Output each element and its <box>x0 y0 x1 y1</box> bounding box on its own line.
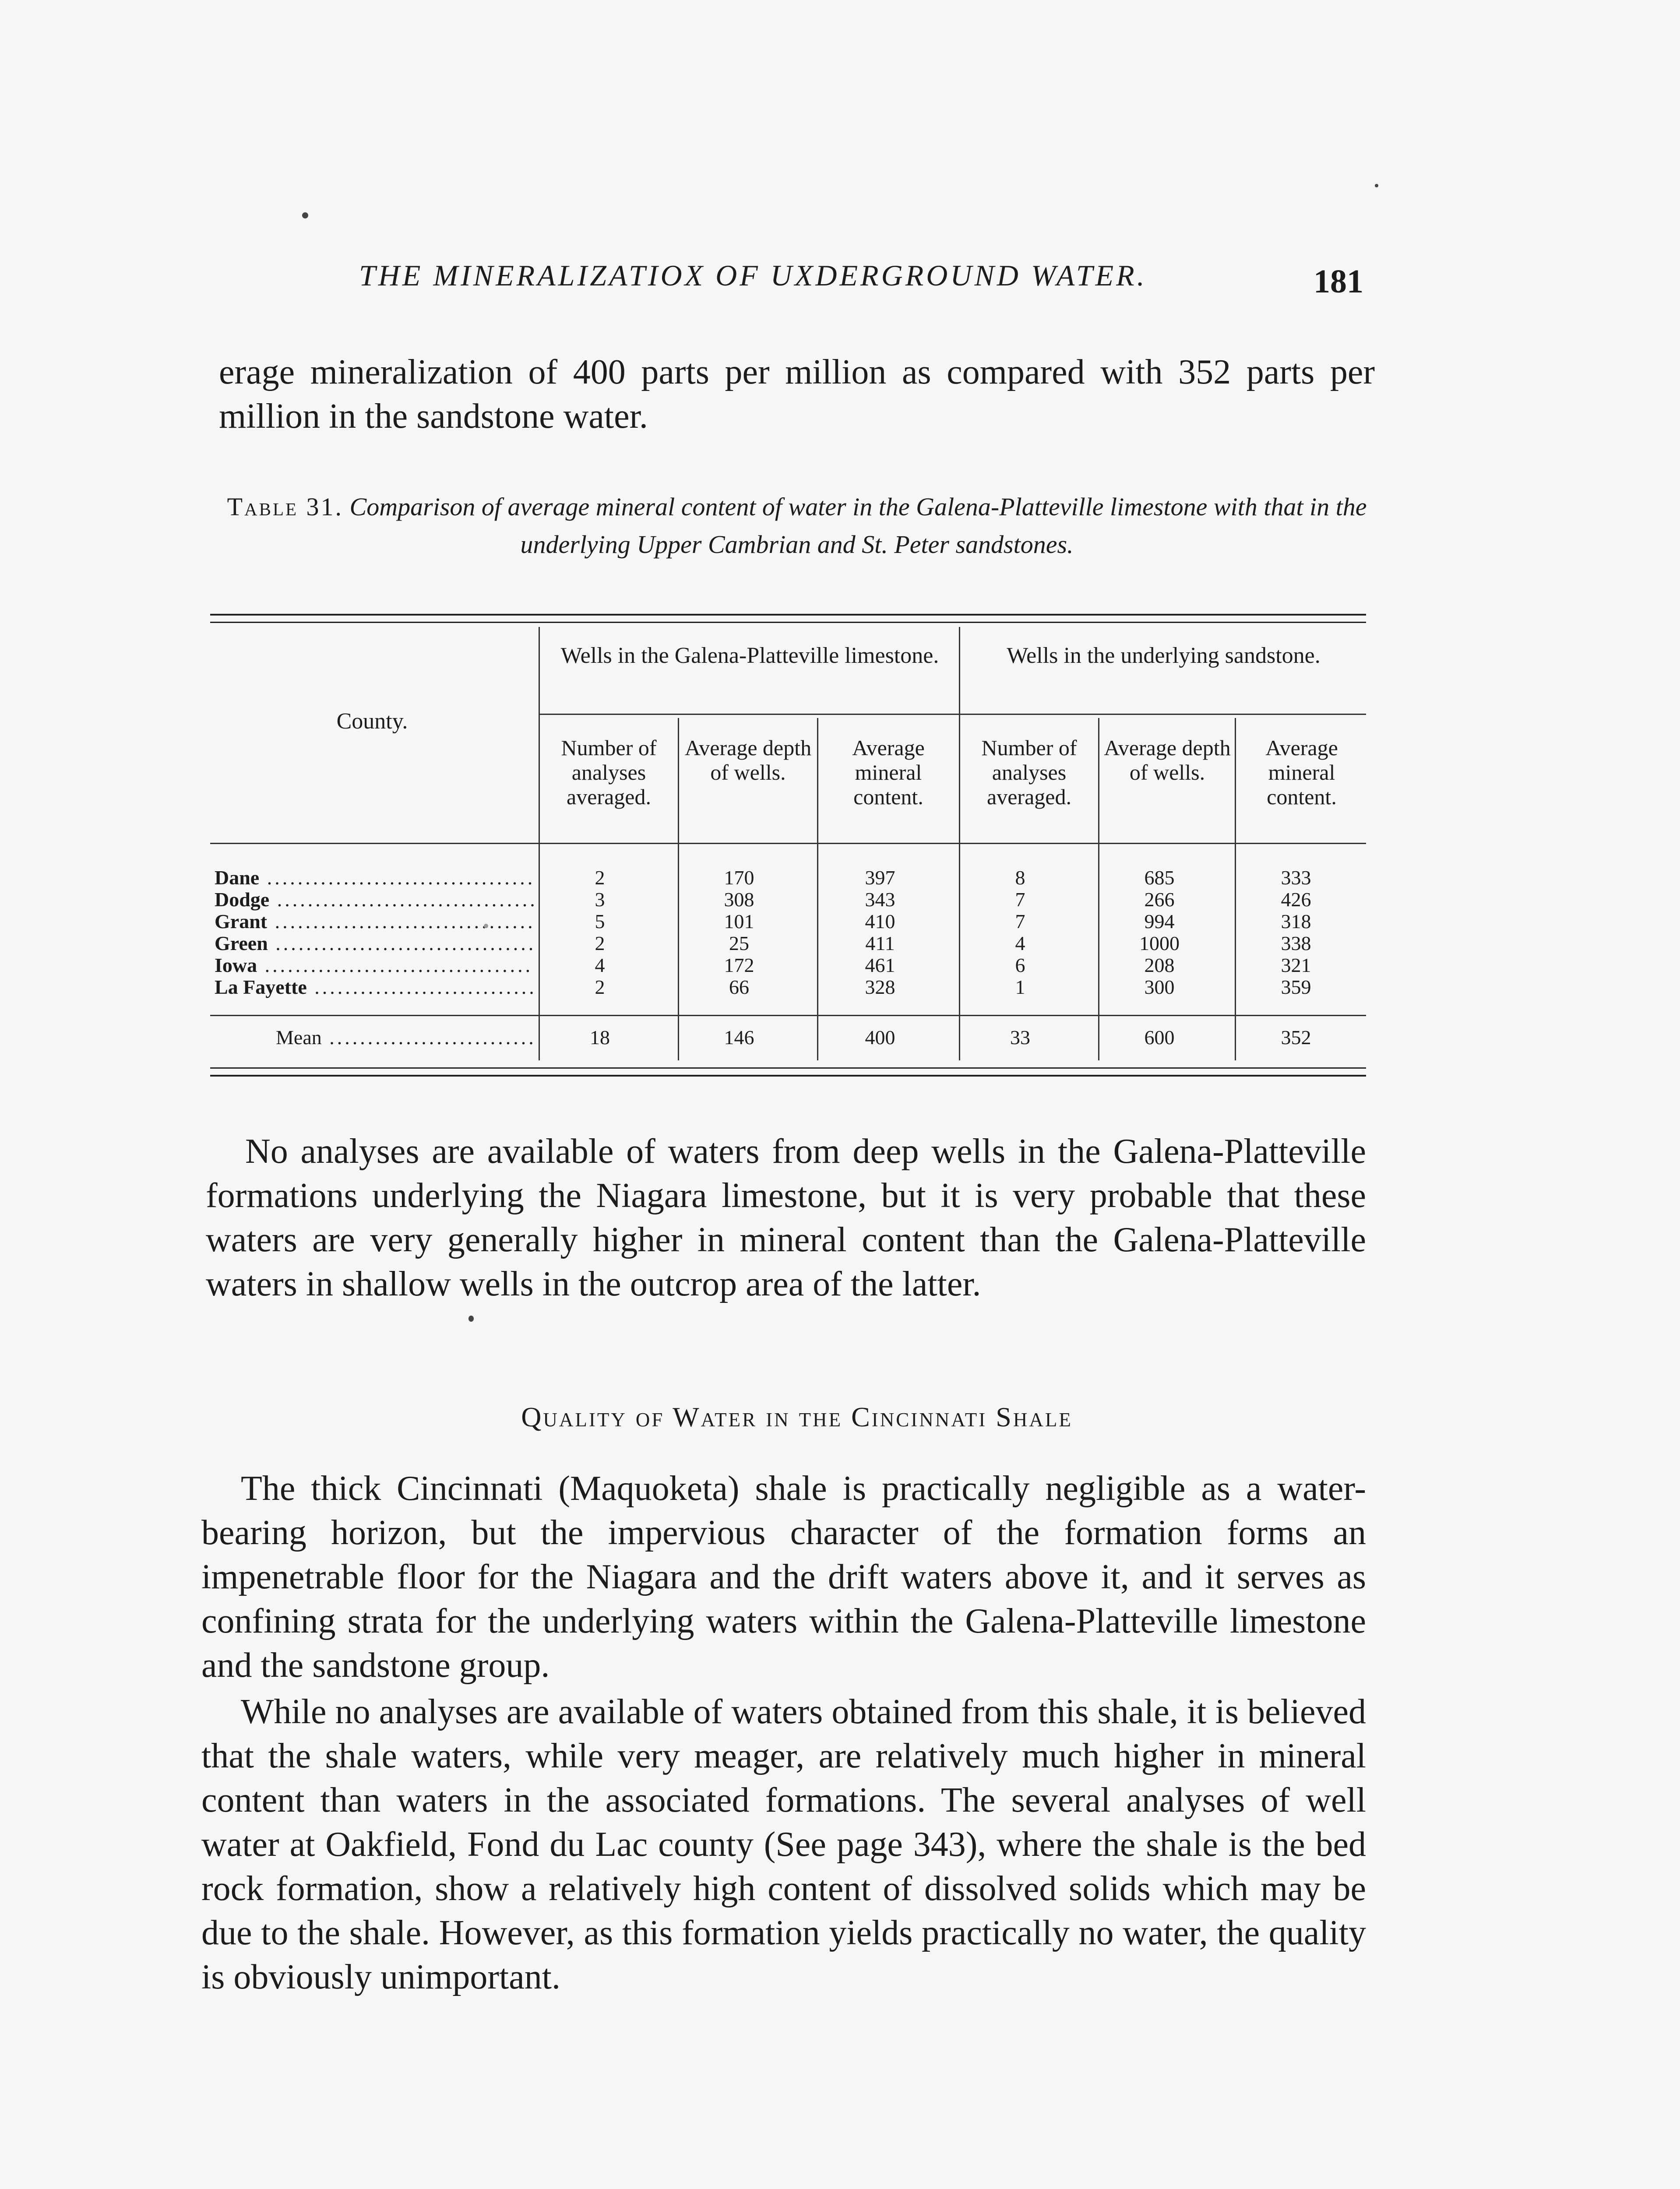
cell: 685 <box>1144 866 1175 889</box>
table-rule <box>210 614 1366 616</box>
cell: 410 <box>865 910 895 933</box>
page-number: 181 <box>1314 263 1363 300</box>
cell: 6 <box>1015 954 1025 976</box>
cell: 4 <box>595 954 605 976</box>
group-header-limestone: Wells in the Galena-Platteville limestone. <box>560 643 939 668</box>
table-rule <box>210 1015 1366 1016</box>
table-caption-text: Comparison of average mineral content of water in the Galena-Platteville limestone with that in the underlying Upper Cambrian and St. Peter sandstones. <box>349 493 1367 559</box>
cell: 8 <box>1015 866 1025 889</box>
cell: 411 <box>865 932 895 954</box>
section-heading: Quality of Water in the Cincinnati Shale <box>521 1401 1073 1432</box>
cell: 1000 <box>1139 932 1180 954</box>
cell: 5 <box>595 910 605 933</box>
cell: 600 <box>1144 1026 1175 1049</box>
paragraph-deep-wells <box>206 1130 1366 1306</box>
county-name: Iowa ..... <box>215 954 534 976</box>
table-row <box>210 933 1366 954</box>
table-caption <box>219 488 1375 563</box>
paragraph-text: While no analyses are available of waters obtained from this shale, it is believed that the shale waters, while very meager, are relatively much higher in mineral content than waters in the associated formations. The several analyses of well water at Oakfield, Fond du Lac county (See page 343), where the shale is the bed rock formation, show a relatively high content of dissolved solids which may be due to the shale. However, as this formation yields practically no water, the quality is obviously unimportant. <box>201 1693 1366 1996</box>
cell: 2 <box>595 866 605 889</box>
cell: 318 <box>1281 910 1311 933</box>
intro-paragraph: erage mineralization of 400 parts per million as compared with 352 parts per million in the sandstone water. <box>219 353 1375 436</box>
cell: 170 <box>724 866 754 889</box>
table-rule <box>210 843 1366 844</box>
cell: 2 <box>595 976 605 998</box>
table-row <box>210 954 1366 976</box>
cell: 7 <box>1015 888 1025 911</box>
cell: 338 <box>1281 932 1311 954</box>
cell: 426 <box>1281 888 1311 911</box>
col-header: Average depth of wells. <box>1104 736 1231 785</box>
cell: 328 <box>865 976 895 998</box>
cell: 333 <box>1281 866 1311 889</box>
paragraph-text: The thick Cincinnati (Maquoketa) shale is practically negligible as a water-bearing horizon, but the impervious character of the formation forms an impenetrable floor for the Niagara and the drift waters above it, and it serves as confining strata for the underlying waters within the Galena-Platteville limestone and the sandstone group. <box>201 1469 1366 1685</box>
cell: 461 <box>865 954 895 976</box>
cell: 266 <box>1144 888 1175 911</box>
col-header: Number of analyses averaged. <box>981 736 1077 809</box>
table-row <box>210 976 1366 998</box>
cell: 146 <box>724 1026 754 1049</box>
scan-speck <box>302 212 308 218</box>
cell: 208 <box>1144 954 1175 976</box>
scan-speck <box>1375 184 1378 187</box>
col-header: Average mineral content. <box>1265 736 1338 809</box>
paragraph-text: No analyses are available of waters from deep wells in the Galena-Platteville formations underlying the Niagara limestone, but it is very probable that these waters are very generally higher in mineral content than the Galena-Platteville waters in shallow wells in the outcrop area of the latter. <box>206 1132 1366 1303</box>
col-header: Average depth of wells. <box>684 736 812 785</box>
cell: 7 <box>1015 910 1025 933</box>
scan-speck <box>468 1316 474 1322</box>
county-name: Grant ..... <box>215 911 534 933</box>
cell: 308 <box>724 888 754 911</box>
scan-speck <box>484 924 488 928</box>
mean-row <box>210 1027 1366 1049</box>
table-rule <box>210 1075 1366 1077</box>
cell: 33 <box>1010 1026 1030 1049</box>
cell: 397 <box>865 866 895 889</box>
cell: 1 <box>1015 976 1025 998</box>
table-rule <box>539 714 1366 715</box>
table-number: Table 31. <box>227 493 344 521</box>
table-row <box>210 867 1366 889</box>
county-name: Green ..... <box>215 933 534 954</box>
cell: 101 <box>724 910 754 933</box>
paragraph-shale-waters <box>201 1690 1366 1999</box>
table-row <box>210 911 1366 933</box>
cell: 400 <box>865 1026 895 1049</box>
group-header-sandstone: Wells in the underlying sandstone. <box>1007 643 1321 668</box>
running-head: THE MINERALIZATIOX OF UXDERGROUND WATER. <box>359 259 1147 292</box>
cell: 25 <box>729 932 749 954</box>
cell: 352 <box>1281 1026 1311 1049</box>
cell: 66 <box>729 976 749 998</box>
paragraph-cincinnati-shale <box>201 1467 1366 1688</box>
cell: 994 <box>1144 910 1175 933</box>
table-row <box>210 889 1366 911</box>
county-name: Dodge ..... <box>215 889 534 911</box>
cell: 4 <box>1015 932 1025 954</box>
cell: 300 <box>1144 976 1175 998</box>
county-name: Dane ..... <box>215 867 534 889</box>
cell: 321 <box>1281 954 1311 976</box>
cell: 359 <box>1281 976 1311 998</box>
county-name: La Fayette ..... <box>215 976 534 998</box>
mean-label: Mean ..... <box>276 1027 534 1049</box>
cell: 18 <box>590 1026 610 1049</box>
table-rule <box>210 622 1366 623</box>
table-rule <box>210 1067 1366 1069</box>
cell: 3 <box>595 888 605 911</box>
col-header: Average mineral content. <box>852 736 925 809</box>
cell: 172 <box>724 954 754 976</box>
county-header: County. <box>336 709 408 734</box>
cell: 2 <box>595 932 605 954</box>
col-header: Number of analyses averaged. <box>561 736 657 809</box>
cell: 343 <box>865 888 895 911</box>
